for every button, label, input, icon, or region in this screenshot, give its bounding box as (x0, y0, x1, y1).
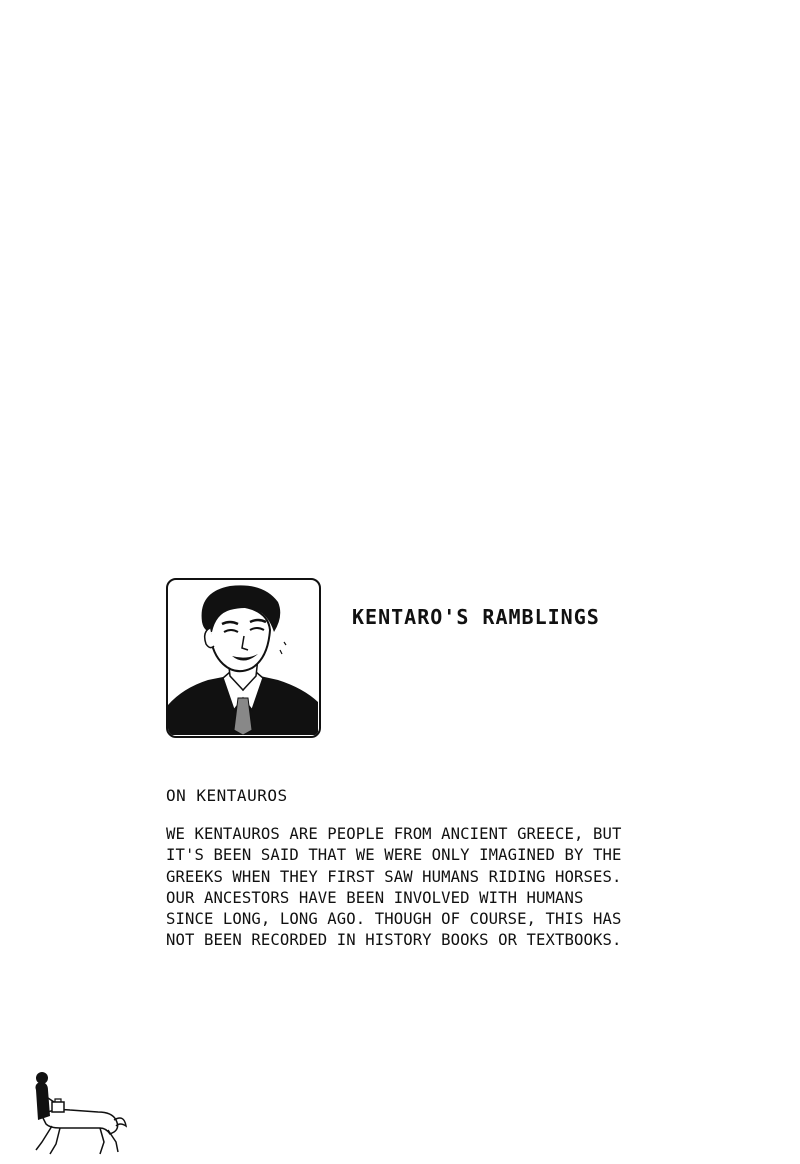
body-line: WE KENTAUROS ARE PEOPLE FROM ANCIENT GREECE, BUT (166, 825, 622, 843)
page-heading: KENTARO'S RAMBLINGS (352, 605, 600, 629)
body-line: OUR ANCESTORS HAVE BEEN INVOLVED WITH HUMANS (166, 888, 584, 907)
body-line: SINCE LONG, LONG AGO. THOUGH OF COURSE, THIS HAS (166, 910, 622, 929)
section-title: ON KENTAUROS (166, 786, 288, 805)
body-line: IT'S BEEN SAID THAT WE WERE ONLY IMAGINED BY THE (166, 846, 622, 865)
kentaro-portrait (166, 578, 321, 738)
body-line: GREEKS WHEN THEY FIRST SAW HUMANS RIDING HORSES. (166, 867, 622, 886)
body-text (166, 824, 621, 952)
body-line: NOT BEEN RECORDED IN HISTORY BOOKS OR TEXTBOOKS. (166, 931, 622, 950)
centaur-mascot (20, 1068, 130, 1158)
